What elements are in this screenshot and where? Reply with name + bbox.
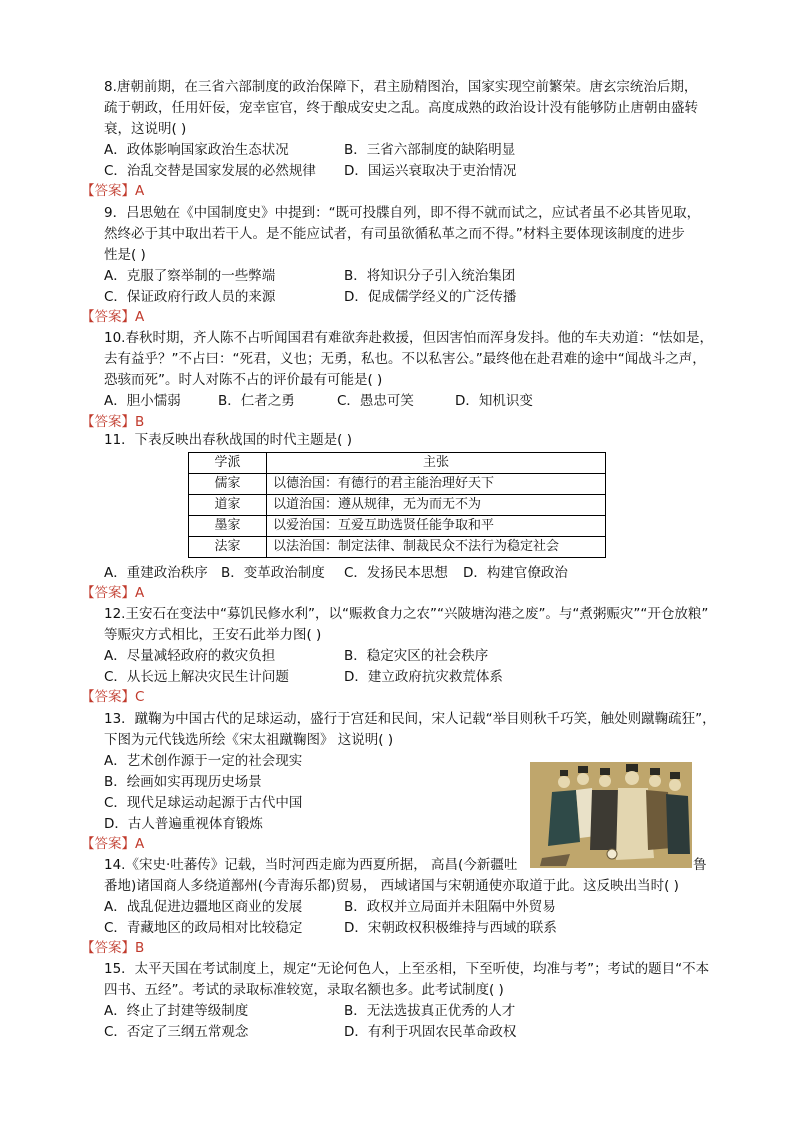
q14-option-a: A．战乱促进边疆地区商业的发展 <box>104 899 303 915</box>
q15-line-2: 四书、五经”。考试的录取标准较宽，录取名额也多。此考试制度( ) <box>104 982 504 998</box>
table-cell: 儒家 <box>189 474 267 495</box>
table-header-row <box>189 453 606 474</box>
q15-option-a: A．终止了封建等级制度 <box>104 1003 249 1019</box>
q8-line-1: 8.唐朝前期，在三省六部制度的政治保障下，君主励精图治，国家实现空前繁荣。唐玄宗统治后期， <box>104 79 698 95</box>
table-cell: 法家 <box>189 537 267 558</box>
q13-option-c: C．现代足球运动起源于古代中国 <box>104 795 303 811</box>
q10-line-2: 去有益乎？”不占曰：“死君，义也；无勇，私也。不以私害公。”最终他在赴君难的途中“闻战斗之声， <box>104 351 706 367</box>
q13-answer: 【答案】A <box>81 836 145 852</box>
table-cell: 以法治国：制定法律、制裁民众不法行为稳定社会 <box>267 537 606 558</box>
q11-answer: 【答案】A <box>81 585 145 601</box>
q11-option-a: A．重建政治秩序 <box>104 565 208 581</box>
q8-line-3: 衰，这说明( ) <box>104 121 187 137</box>
q11-line-1: 11．下表反映出春秋战国的时代主题是( ) <box>104 432 353 448</box>
table-cell: 以爱治国：互爱互助选贤任能争取和平 <box>267 516 606 537</box>
painting-figures <box>530 762 692 868</box>
q8-option-d: D．国运兴衰取决于吏治情况 <box>344 163 517 179</box>
table-cell: 以德治国：有德行的君主能治理好天下 <box>267 474 606 495</box>
q12-option-d: D．建立政府抗灾救荒体系 <box>344 669 503 685</box>
q9-option-a: A．克服了察举制的一些弊端 <box>104 268 276 284</box>
q10-option-d: D．知机识变 <box>455 393 533 409</box>
q9-option-d: D．促成儒学经义的广泛传播 <box>344 289 517 305</box>
q8-option-c: C．治乱交替是国家发展的必然规律 <box>104 163 316 179</box>
table-header: 主张 <box>267 453 606 474</box>
q14-line-1: 14.《宋史·吐蕃传》记载，当时河西走廊为西夏所据， 高昌(今新疆吐 <box>104 857 518 873</box>
q15-option-c: C．否定了三纲五常观念 <box>104 1024 249 1040</box>
q11-option-d: D．构建官僚政治 <box>463 565 568 581</box>
table-row <box>189 495 606 516</box>
q10-option-a: A．胆小懦弱 <box>104 393 181 409</box>
q8-line-2: 疏于朝政，任用奸佞，宠幸宦官，终于酿成安史之乱。高度成熟的政治设计没有能够防止唐朝由盛转 <box>104 100 698 116</box>
table-row <box>189 537 606 558</box>
q15-line-1: 15．太平天国在考试制度上，规定“无论何色人，上至丞相，下至听使，均准与考”；考试的题目“不本 <box>104 961 710 977</box>
q11-option-c: C．发扬民本思想 <box>344 565 448 581</box>
q12-answer: 【答案】C <box>81 689 145 705</box>
q9-line-2: 然终必于其中取出若干人。是不能应试者，有司虽欲循私革之而不得。”材料主要体现该制度的进步 <box>104 226 685 242</box>
q8-answer: 【答案】A <box>81 183 145 199</box>
q14-option-c: C．青藏地区的政局相对比较稳定 <box>104 920 303 936</box>
q12-option-a: A．尽量减轻政府的救灾负担 <box>104 648 276 664</box>
q13-line-1: 13．蹴鞠为中国古代的足球运动，盛行于宫廷和民间，宋人记载“举目则秋千巧笑，触处则蹴鞠疏狂”， <box>104 711 716 727</box>
q8-option-b: B．三省六部制度的缺陷明显 <box>344 142 516 158</box>
q11-option-b: B．变革政治制度 <box>221 565 325 581</box>
q13-option-a: A．艺术创作源于一定的社会现实 <box>104 753 303 769</box>
q9-line-3: 性是( ) <box>104 247 146 263</box>
table-header: 学派 <box>189 453 267 474</box>
q12-line-1: 12.王安石在变法中“募饥民修水利”，以“赈救食力之农”“兴陂塘沟港之废”。与“煮粥赈灾”“开仓放粮” <box>104 606 709 622</box>
q14-option-d: D．宋朝政权积极维持与西域的联系 <box>344 920 557 936</box>
table-row <box>189 474 606 495</box>
q14-line-2: 番地)诸国商人多绕道鄯州(今青海乐都)贸易， 西域诸国与宋朝通使亦取道于此。这反映出当时( ) <box>104 878 679 894</box>
q13-option-d: D．古人普遍重视体育锻炼 <box>104 816 263 832</box>
table-row <box>189 516 606 537</box>
table-cell: 以道治国：遵从规律，无为而无不为 <box>267 495 606 516</box>
q12-line-2: 等赈灾方式相比，王安石此举力图( ) <box>104 627 322 643</box>
q9-answer: 【答案】A <box>81 309 145 325</box>
table-cell: 道家 <box>189 495 267 516</box>
q13-option-b: B．绘画如实再现历史场景 <box>104 774 262 790</box>
q14-line-1-end: 鲁 <box>693 857 707 873</box>
q10-option-b: B．仁者之勇 <box>218 393 295 409</box>
q10-line-3: 恐骇而死”。时人对陈不占的评价最有可能是( ) <box>104 372 383 388</box>
school-table <box>188 452 606 558</box>
q10-answer: 【答案】B <box>81 414 145 430</box>
q15-option-d: D．有利于巩固农民革命政权 <box>344 1024 517 1040</box>
q12-option-c: C．从长远上解决灾民生计问题 <box>104 669 289 685</box>
q13-line-2: 下图为元代钱选所绘《宋太祖蹴鞠图》 这说明( ) <box>104 732 394 748</box>
table-cell: 墨家 <box>189 516 267 537</box>
q14-option-b: B．政权并立局面并未阻隔中外贸易 <box>344 899 556 915</box>
q10-option-c: C．愚忠可笑 <box>337 393 414 409</box>
q9-line-1: 9．吕思勉在《中国制度史》中提到：“既可投牒自列，即不得不就而试之，应试者虽不必其皆见取， <box>104 205 701 221</box>
cuju-painting-image <box>530 762 692 868</box>
q10-line-1: 10.春秋时期，齐人陈不占听闻国君有难欲奔赴救援，但因害怕而浑身发抖。他的车夫劝道：“怯如是， <box>104 330 713 346</box>
q15-option-b: B．无法选拔真正优秀的人才 <box>344 1003 516 1019</box>
q14-answer: 【答案】B <box>81 940 145 956</box>
q9-option-c: C．保证政府行政人员的来源 <box>104 289 276 305</box>
q9-option-b: B．将知识分子引入统治集团 <box>344 268 516 284</box>
q12-option-b: B．稳定灾区的社会秩序 <box>344 648 489 664</box>
q8-option-a: A．政体影响国家政治生态状况 <box>104 142 289 158</box>
